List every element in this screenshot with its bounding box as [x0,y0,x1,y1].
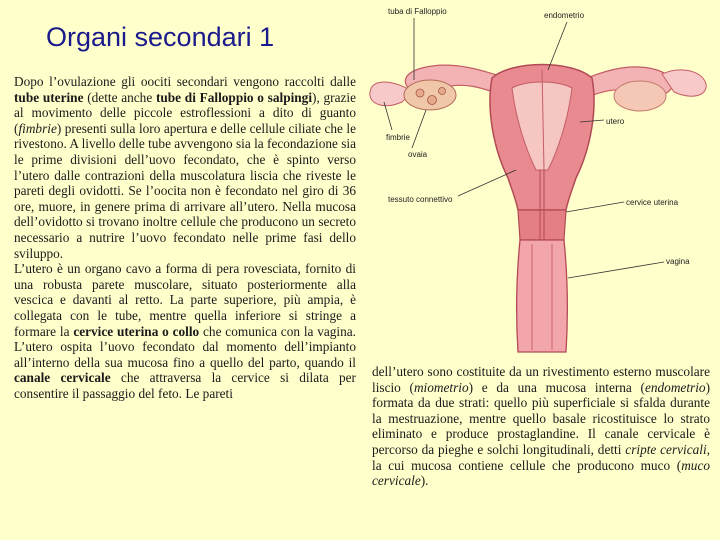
text-run: ). [420,473,429,489]
uterus-anatomy-figure [362,0,720,358]
text-run: Dopo l’ovulazione gli oociti secondari vengono raccolti dalle [14,74,356,89]
label-cervix: cervice uterina [626,198,679,207]
slide-title: Organi secondari 1 [46,22,275,52]
text-run: cervice uterina o collo [73,323,200,339]
text-run: muco cervicale [372,457,710,489]
text-run: (dette anche [83,89,156,105]
text-run: dell’utero sono costituite da un rivestimento esterno muscolare liscio ( [372,364,710,395]
text-run: canale cervicale [14,370,111,386]
cervix [518,210,566,240]
left-text-column [14,74,356,401]
text-run: tube di Falloppio o salpingi [155,89,313,105]
bottom-text-column [372,364,710,489]
label-tube: tuba di Falloppio [388,7,447,16]
right-ovary [614,81,666,111]
label-connective: tessuto connettivo [388,195,453,204]
text-run: ), grazie al movimento delle piccole estroflessioni a dito di guanto ( [14,89,356,136]
text-run: endometrio [644,379,706,395]
text-run: miometrio [413,379,469,395]
text-run: L’utero è un organo cavo a forma di pera rovesciata, fornito di una robusta parete muscolare, situato posteriormente alla vescica e davanti al retto. La parte superiore, più ampia, è collegata con le tube, mentre quella inferiore si stringe a formare la [14,261,356,339]
text-run: tube uterine [14,89,84,105]
text-run: ) e da una mucosa interna ( [468,379,645,395]
label-endometrium: endometrio [544,11,585,20]
label-vagina: vagina [666,257,690,266]
label-ovary: ovaia [408,150,428,159]
bottom-paragraph [372,364,710,489]
left-ovary [404,80,456,110]
text-run: ) formata da due strati: quello più superficiale si sfalda durante la mestruazione, mentre quello basale ricostituisce lo strato eliminato e produce prostaglandine. Il canale cervicale è percorso da pieghe e solchi longitudinali, detti [372,379,710,457]
text-run: cripte cervicali [625,441,707,457]
text-run: , la cui mucosa contiene cellule che producono muco ( [372,441,711,473]
text-run: che comunica con la vagina. L’utero ospita l’uovo fecondato dal momento dell’impianto all’interno della sua mucosa fino a quello del parto, quando il [14,323,356,370]
text-run: che attraversa la cervice si dilata per consentire il passaggio del feto. Le pareti [14,370,356,401]
left-paragraph [14,74,356,401]
label-fimbriae: fimbrie [386,133,411,142]
text-run: fimbrie [18,120,57,136]
vagina [517,240,568,352]
label-uterus: utero [606,117,625,126]
text-run: ) presenti sulla loro apertura e delle cellule ciliate che le rivestono. A livello delle tube avvengono sia la fecondazione sia le prime divisioni dell’uovo fecondato, che è spinto verso l’utero dalle contrazioni della muscolatura liscia che riveste le pareti degli ovidotti. Se l’oocita non è fecondato nel giro di 36 ore, muore, in genere prima di arrivare all’utero. Nella mucosa dell’ovidotto si trovano inoltre cellule che producono un secreto necessario a nutrire l’uovo fecondato nelle prime fasi dello sviluppo. [14,120,356,261]
